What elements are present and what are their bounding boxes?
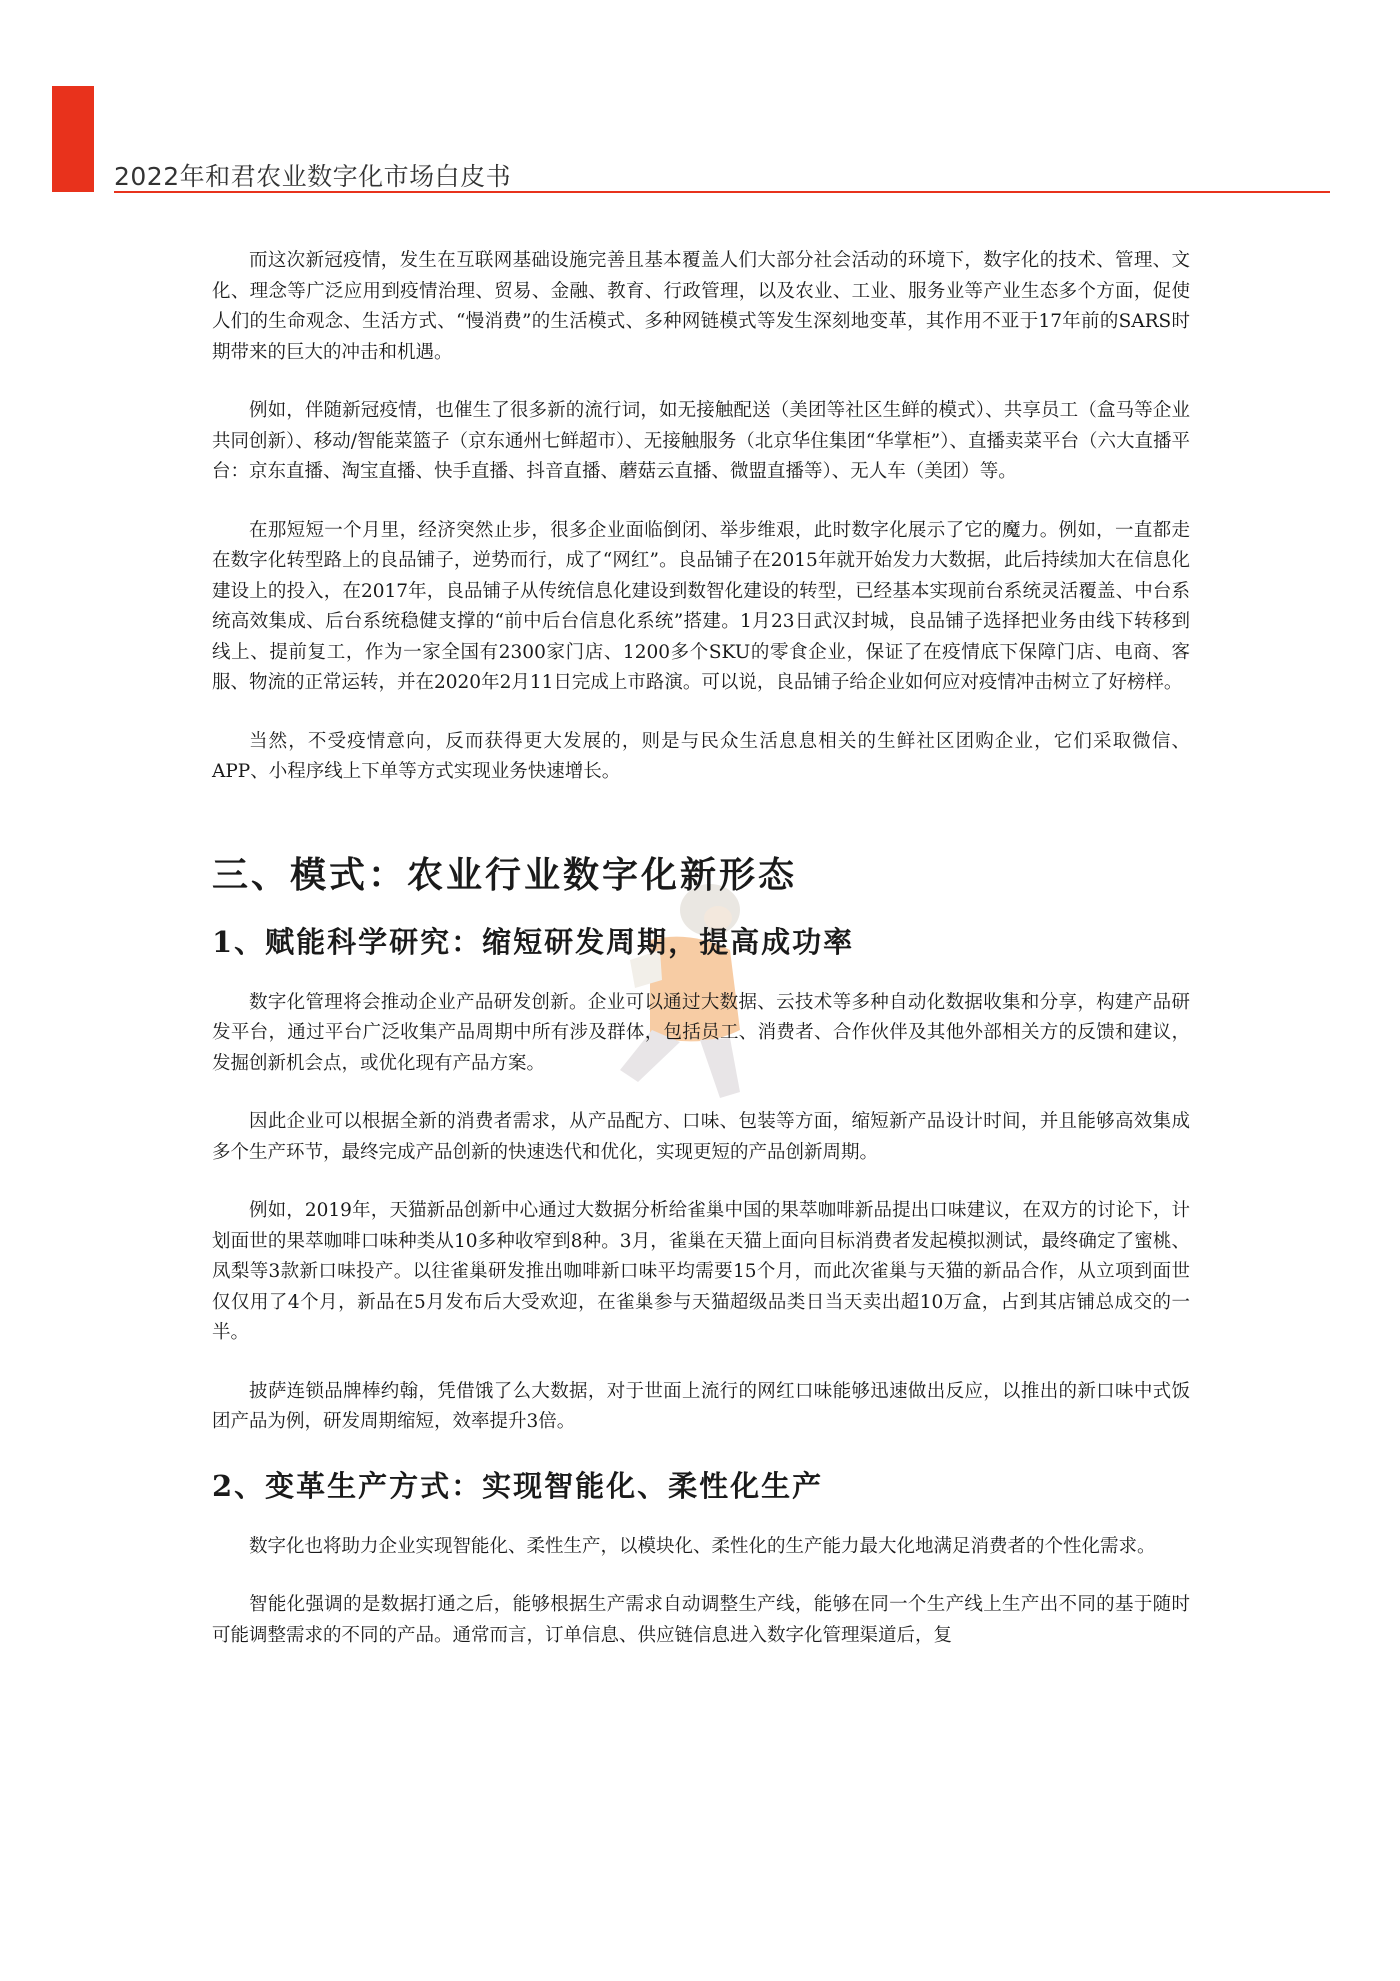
document-header-title: 2022年和君农业数字化市场白皮书 — [114, 162, 512, 191]
body-paragraph: 当然，不受疫情意向，反而获得更大发展的，则是与民众生活息息相关的生鲜社区团购企业，它们采取微信、APP、小程序线上下单等方式实现业务快速增长。 — [212, 730, 1190, 782]
document-body — [212, 246, 1190, 1679]
body-paragraph: 在那短短一个月里，经济突然止步，很多企业面临倒闭、举步维艰，此时数字化展示了它的魔力。例如，一直都走在数字化转型路上的良品铺子，逆势而行，成了“网红”。良品铺子在2015年就开始发力大数据，此后持续加大在信息化建设上的投入，在2017年，良品铺子从传统信息化建设到数智化建设的转型，已经基本实现前台系统灵活覆盖、中台系统高效集成、后台系统稳健支撑的“前中后台信息化系统”搭建。1月23日武汉封城，良品铺子选择把业务由线下转移到线上、提前复工，作为一家全国有2300家门店、1200多个SKU的零食企业，保证了在疫情底下保障门店、电商、客服、物流的正常运转，并在2020年2月11日完成上市路演。可以说，良品铺子给企业如何应对疫情冲击树立了好榜样。 — [212, 519, 1190, 693]
body-paragraph: 智能化强调的是数据打通之后，能够根据生产需求自动调整生产线，能够在同一个生产线上生产出不同的基于随时可能调整需求的不同的产品。通常而言，订单信息、供应链信息进入数字化管理渠道后，复 — [212, 1594, 1190, 1646]
body-paragraph: 例如，2019年，天猫新品创新中心通过大数据分析给雀巢中国的果萃咖啡新品提出口味建议，在双方的讨论下，计划面世的果萃咖啡口味种类从10多种收窄到8种。3月，雀巢在天猫上面向目标消费者发起模拟测试，最终确定了蜜桃、凤梨等3款新口味投产。以往雀巢研发推出咖啡新口味平均需要15个月，而此次雀巢与天猫的新品合作，从立项到面世仅仅用了4个月，新品在5月发布后大受欢迎，在雀巢参与天猫超级品类日当天卖出超10万盒，占到其店铺总成交的一半。 — [212, 1200, 1190, 1343]
subsection-heading-2: 2、变革生产方式：实现智能化、柔性化生产 — [212, 1468, 824, 1503]
body-paragraph: 披萨连锁品牌棒约翰，凭借饿了么大数据，对于世面上流行的网红口味能够迅速做出反应，以推出的新口味中式饭团产品为例，研发周期缩短，效率提升3倍。 — [212, 1380, 1190, 1432]
body-paragraph: 而这次新冠疫情，发生在互联网基础设施完善且基本覆盖人们大部分社会活动的环境下，数字化的技术、管理、文化、理念等广泛应用到疫情治理、贸易、金融、教育、行政管理，以及农业、工业、服务业等产业生态多个方面，促使人们的生命观念、生活方式、“慢消费”的生活模式、多种网链模式等发生深刻地变革，其作用不亚于17年前的SARS时期带来的巨大的冲击和机遇。 — [212, 250, 1190, 363]
body-paragraph: 数字化也将助力企业实现智能化、柔性生产，以模块化、柔性化的生产能力最大化地满足消费者的个性化需求。 — [249, 1535, 1156, 1557]
header-divider — [114, 191, 1330, 193]
body-paragraph: 因此企业可以根据全新的消费者需求，从产品配方、口味、包装等方面，缩短新产品设计时间，并且能够高效集成多个生产环节，最终完成产品创新的快速迭代和优化，实现更短的产品创新周期。 — [212, 1111, 1190, 1163]
section-heading: 三、模式：农业行业数字化新形态 — [212, 853, 798, 896]
subsection-heading-1: 1、赋能科学研究：缩短研发周期，提高成功率 — [212, 924, 855, 959]
body-paragraph: 例如，伴随新冠疫情，也催生了很多新的流行词，如无接触配送（美团等社区生鲜的模式）、共享员工（盒马等企业共同创新）、移动/智能菜篮子（京东通州七鲜超市）、无接触服务（北京华住集团“华掌柜”）、直播卖菜平台（六大直播平台：京东直播、淘宝直播、快手直播、抖音直播、蘑菇云直播、微盟直播等）、无人车（美团）等。 — [212, 400, 1190, 482]
body-paragraph: 数字化管理将会推动企业产品研发创新。企业可以通过大数据、云技术等多种自动化数据收集和分享，构建产品研发平台，通过平台广泛收集产品周期中所有涉及群体，包括员工、消费者、合作伙伴及其他外部相关方的反馈和建议，发掘创新机会点，或优化现有产品方案。 — [212, 991, 1190, 1074]
header-accent-block — [52, 86, 94, 192]
